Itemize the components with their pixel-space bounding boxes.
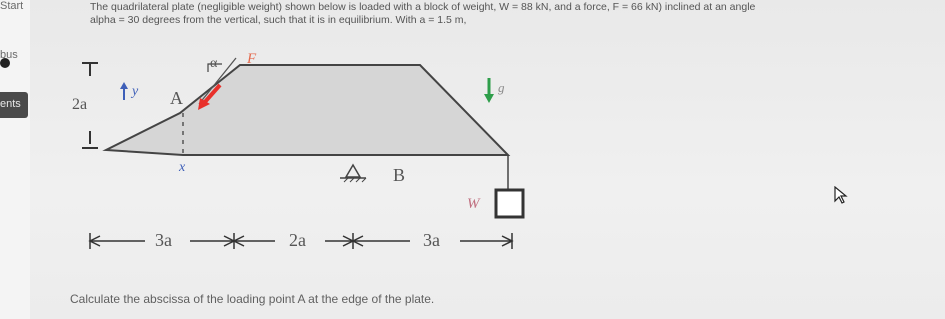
- problem-line-2: alpha = 30 degrees from the vertical, such that it is in equilibrium. With a = 1.5 m,: [90, 13, 467, 26]
- label-x: x: [179, 160, 186, 175]
- label-A: A: [170, 88, 183, 108]
- sidebar-item-bus[interactable]: bus: [0, 49, 18, 61]
- pin-support: [346, 165, 360, 177]
- weight-block: [496, 190, 523, 217]
- sidebar-item-ents: ents: [0, 98, 21, 110]
- sidebar-item-start[interactable]: Start: [0, 0, 24, 12]
- label-dim-2a: 2a: [289, 230, 306, 250]
- question-text: Calculate the abscissa of the loading point A at the edge of the plate.: [70, 292, 435, 306]
- label-dim-3a-right: 3a: [423, 230, 440, 250]
- label-g: g: [498, 80, 505, 95]
- label-B: B: [393, 165, 406, 185]
- problem-line-1: The quadrilateral plate (negligible weight) shown below is loaded with a block of weight, W = 88 kN, and a force, F = 66 kN) inclined at an angle: [90, 1, 756, 13]
- label-W: W: [467, 196, 480, 212]
- label-F: F: [247, 51, 257, 67]
- label-dim-3a-left: 3a: [155, 230, 172, 250]
- mouse-cursor-icon: [834, 186, 848, 204]
- label-y: y: [132, 84, 139, 99]
- label-2a-vertical: 2a: [72, 96, 88, 113]
- plate-shape: [106, 65, 508, 155]
- label-alpha: α: [210, 56, 218, 71]
